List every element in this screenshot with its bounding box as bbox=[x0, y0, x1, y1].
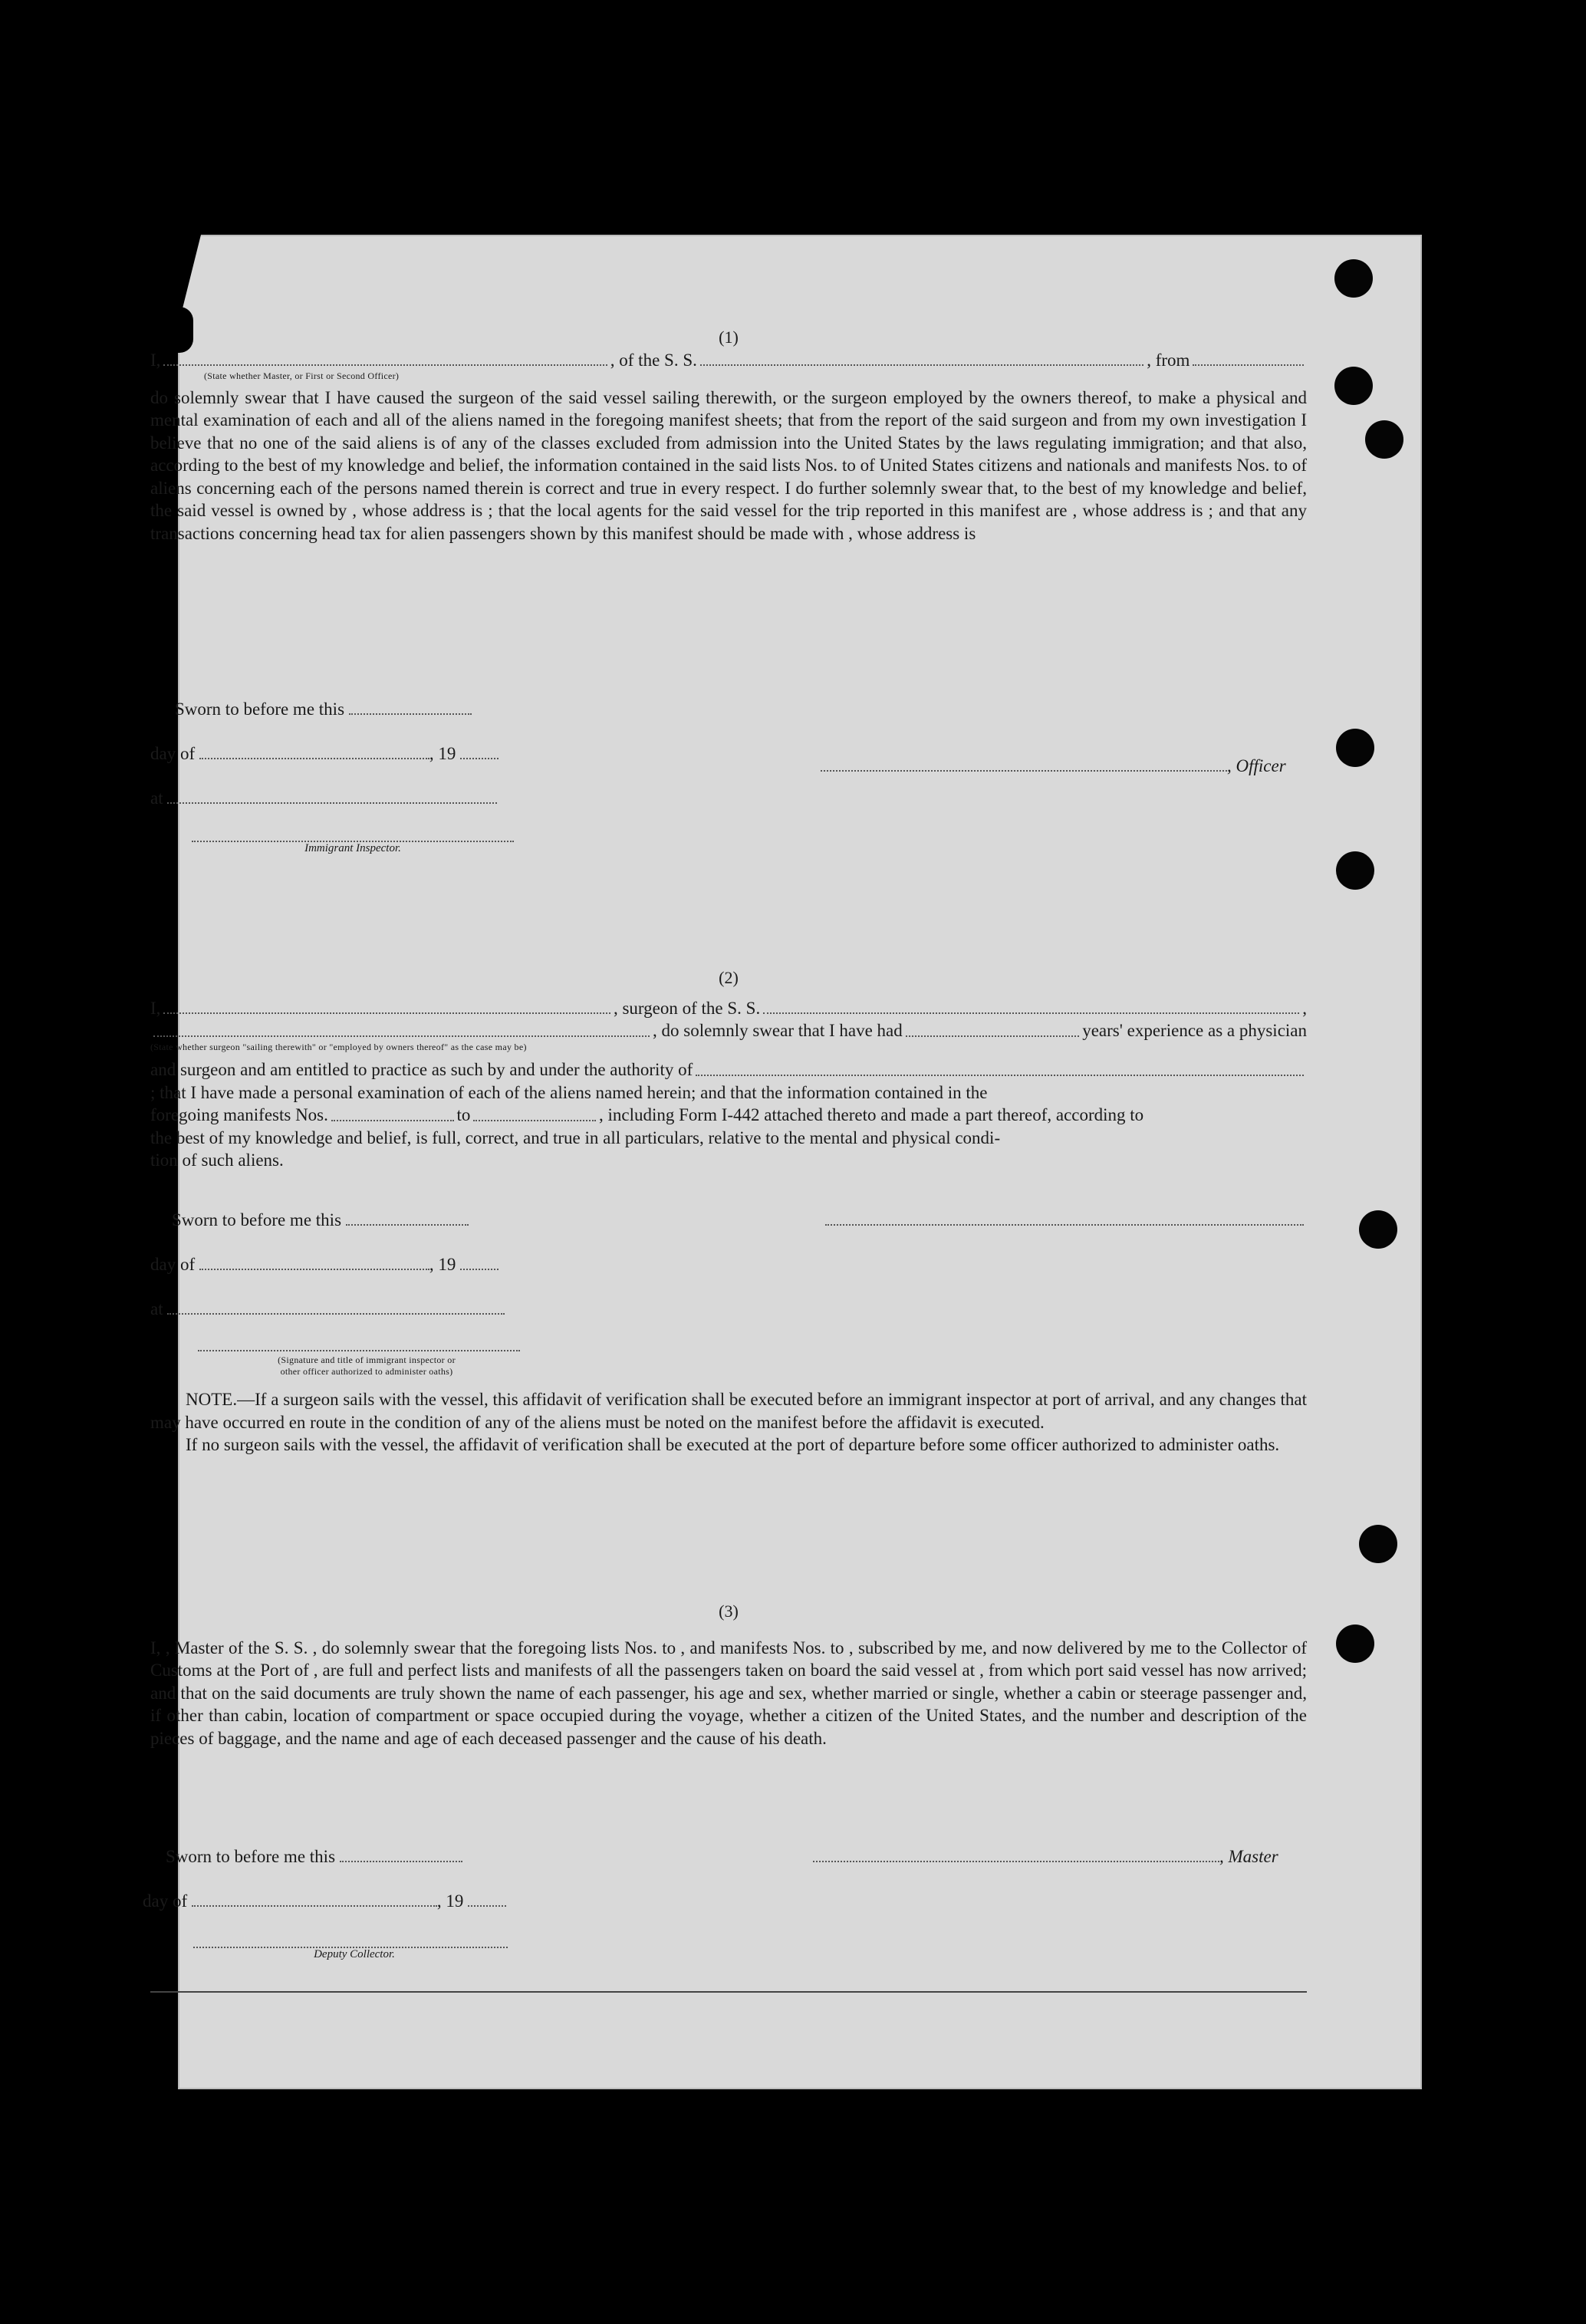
day-line: day of , 19 bbox=[150, 742, 499, 764]
inspector-signature: Immigrant Inspector. bbox=[192, 825, 514, 855]
blank-vessel[interactable] bbox=[763, 997, 1299, 1015]
signature-line[interactable] bbox=[192, 825, 514, 842]
blank-years[interactable] bbox=[906, 1019, 1079, 1037]
blank-date[interactable] bbox=[349, 698, 472, 715]
punch-hole bbox=[1359, 1210, 1397, 1249]
day-line: day of , 19 bbox=[143, 1890, 506, 1911]
blank-status[interactable] bbox=[153, 1019, 650, 1037]
blank-at[interactable] bbox=[167, 1298, 505, 1315]
sworn-line: Sworn to before me this bbox=[175, 698, 472, 719]
caption: (State whether Master, or First or Second Officer) bbox=[204, 370, 400, 381]
note-paragraph: NOTE.—If a surgeon sails with the vessel, this affidavit of verification shall be executed before an immigrant inspector at port of arrival, and any changes that may have occurred en route in the condition of any of the aliens must be noted on the manifest before the affidavit is executed. bbox=[150, 1390, 1307, 1432]
sworn-line: Sworn to before me this bbox=[166, 1845, 462, 1867]
collector-signature: Deputy Collector. bbox=[193, 1931, 515, 1961]
section-number: (1) bbox=[719, 328, 739, 347]
officer-signature: , Officer bbox=[821, 755, 1286, 776]
signature-line[interactable] bbox=[198, 1335, 520, 1351]
signature-line[interactable] bbox=[821, 755, 1227, 772]
punch-hole bbox=[1336, 851, 1374, 890]
day-line: day of , 19 bbox=[150, 1253, 499, 1275]
blank-date[interactable] bbox=[340, 1845, 462, 1862]
punch-hole bbox=[1359, 1525, 1397, 1563]
blank-authority[interactable] bbox=[696, 1058, 1304, 1076]
oath-line: and surgeon and am entitled to practice as such by and under the authority of bbox=[150, 1058, 1307, 1081]
punch-hole bbox=[1336, 1624, 1374, 1663]
caption: (State whether surgeon "sailing therewith" or "employed by owners thereof" as the case may be) bbox=[150, 1041, 527, 1052]
oath-line: tion of such aliens. bbox=[150, 1150, 284, 1170]
affidavit-surgeon bbox=[150, 966, 1307, 1172]
punch-hole bbox=[1336, 729, 1374, 767]
section-number: (2) bbox=[719, 968, 739, 987]
oath-line: foregoing manifests Nos. to , including Form I-442 attached thereto and made a part thereof, according to bbox=[150, 1105, 1144, 1124]
signature-line[interactable] bbox=[813, 1845, 1219, 1862]
blank-year[interactable] bbox=[460, 742, 499, 759]
officer-signature: (Signature and title of immigrant inspector or other officer authorized to administer oaths) bbox=[198, 1335, 535, 1378]
oath-line: , do solemnly swear that I have had years' experience as a physician bbox=[150, 1019, 1307, 1042]
blank-at[interactable] bbox=[167, 787, 497, 804]
oath-text: I, , Master of the S. S. , do solemnly swear that the foregoing lists Nos. to , and manifests Nos. to , subscribed by me, and now delivered by me to the Collector of Customs at the Port of , are full and perfect lists and manifests of all the passengers taken on board the said vessel at , from which port said vessel has now arrived; and that on the said documents are truly shown the name of each passenger, his age and sex, whether married or single, whether a cabin or steerage passenger and, if other than cabin, location of compartment or space occupied during the voyage, whether a citizen of the United States, and the number and description of the pieces of baggage, and the name and age of each deceased passenger and the cause of his death. bbox=[150, 1638, 1307, 1748]
oath-line: ; that I have made a personal examination of each of the aliens named herein; and that the information contained in the bbox=[150, 1082, 988, 1102]
blank-name[interactable] bbox=[163, 349, 607, 367]
blank-from-no[interactable] bbox=[331, 1104, 454, 1121]
blank-year[interactable] bbox=[460, 1253, 499, 1270]
blank-from[interactable] bbox=[1193, 349, 1304, 367]
blank-year[interactable] bbox=[468, 1890, 506, 1907]
signature-line[interactable] bbox=[193, 1931, 508, 1948]
blank-name[interactable] bbox=[163, 997, 610, 1015]
surgeon-signature bbox=[825, 1209, 1304, 1230]
at-line: at bbox=[150, 1298, 505, 1319]
master-signature: , Master bbox=[813, 1845, 1278, 1867]
divider bbox=[150, 1991, 1307, 1993]
note-paragraph: If no surgeon sails with the vessel, the affidavit of verification shall be executed at the port of departure before some officer authorized to administer oaths. bbox=[186, 1435, 1280, 1454]
sworn-line: Sworn to before me this bbox=[172, 1209, 469, 1230]
affidavit-master-lists bbox=[150, 1600, 1307, 1750]
blank-day[interactable] bbox=[192, 1890, 437, 1907]
section-number: (3) bbox=[719, 1601, 739, 1621]
blank-vessel[interactable] bbox=[700, 349, 1143, 367]
punch-hole bbox=[1334, 367, 1373, 405]
punch-hole bbox=[1365, 420, 1403, 459]
blank-day[interactable] bbox=[199, 742, 429, 759]
at-line: at bbox=[150, 787, 497, 808]
oath-line: the best of my knowledge and belief, is full, correct, and true in all particulars, relative to the mental and physical condi- bbox=[150, 1127, 1001, 1147]
signature-line[interactable] bbox=[825, 1209, 1304, 1226]
note bbox=[150, 1388, 1307, 1457]
oath-line: I, , of the S. S. , from bbox=[150, 349, 1307, 372]
oath-text: do solemnly swear that I have caused the surgeon of the said vessel sailing therewith, or the surgeon employed by the owners thereof, to make a physical and mental examination of each and all of the aliens named in the foregoing manifest sheets; that from the report of the said surgeon and from my own investigation I believe that no one of the said aliens is of any of the classes excluded from admission into the United States by the laws regulating immigration; and that also, according to the best of my knowledge and belief, the information contained in the said lists Nos. to of United States citizens and nationals and manifests Nos. to of aliens concerning each of the persons named therein is correct and true in every respect. I do further solemnly swear that, to the best of my knowledge and belief, the said vessel is owned by , whose address is ; that the local agents for the said vessel for the trip reported in this manifest are , whose address is ; and that any transactions concerning head tax for alien passengers shown by this manifest should be made with , whose address is bbox=[150, 387, 1307, 543]
oath-line: I, , surgeon of the S. S. , bbox=[150, 998, 1307, 1018]
blank-to-no[interactable] bbox=[473, 1104, 596, 1121]
blank-day[interactable] bbox=[199, 1253, 429, 1270]
affidavit-master bbox=[150, 326, 1307, 545]
punch-hole bbox=[1334, 259, 1373, 298]
blank-date[interactable] bbox=[346, 1209, 469, 1226]
